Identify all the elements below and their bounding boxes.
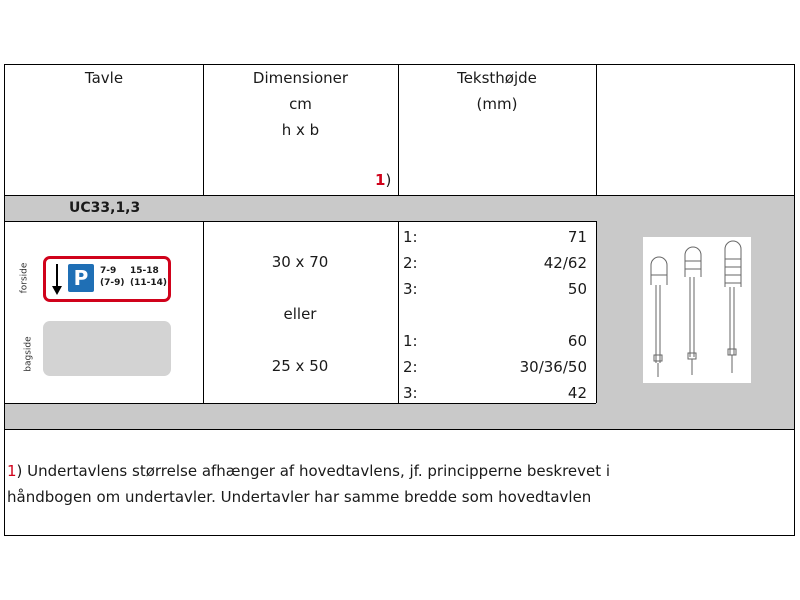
text-height-row xyxy=(400,328,595,354)
col-divider xyxy=(596,65,597,195)
row-value: 60 xyxy=(567,332,587,350)
footnote-ref-number: 1 xyxy=(375,171,386,189)
row-value: 42 xyxy=(567,384,587,402)
row-number: 2: xyxy=(403,358,418,376)
text-height-row xyxy=(400,276,595,302)
back-side-label: bagside xyxy=(23,336,34,372)
header-teksthojde xyxy=(398,65,596,117)
header-dimensioner xyxy=(203,65,398,143)
dimension-second: 25 x 50 xyxy=(271,357,329,375)
header-footnote-marker xyxy=(375,171,391,189)
mounting-sketch xyxy=(643,237,751,383)
row-number: 2: xyxy=(403,254,418,272)
time-saturday-2: (11-14) xyxy=(130,278,168,288)
section-label: UC33,1,3 xyxy=(69,200,141,216)
footnote-line2: håndbogen om undertavler. Undertavler har samme bredde som hovedtavlen xyxy=(7,488,592,506)
text-height-row xyxy=(400,224,595,250)
time-saturday: (7-9) xyxy=(100,278,125,288)
times-block xyxy=(100,265,167,289)
dimension-or: eller xyxy=(283,305,317,323)
header-tavle: Tavle xyxy=(84,69,124,87)
col-divider xyxy=(596,221,597,403)
lower-band xyxy=(5,403,794,429)
col-divider xyxy=(398,221,399,403)
row-value: 50 xyxy=(567,280,587,298)
time-weekday-2: 15-18 xyxy=(130,266,159,276)
row-number: 1: xyxy=(403,332,418,350)
subsign-back xyxy=(43,321,171,376)
subsign-front xyxy=(43,256,171,302)
text-height-row xyxy=(400,354,595,380)
row-number: 3: xyxy=(403,280,418,298)
text-height-row xyxy=(400,250,595,276)
header-dim-line: Dimensioner xyxy=(252,69,349,87)
text-height-row xyxy=(400,380,595,406)
mounting-posts-icon xyxy=(643,237,751,383)
arrow-down-icon xyxy=(51,264,63,296)
time-weekday: 7-9 xyxy=(100,266,117,276)
row-value: 42/62 xyxy=(543,254,587,272)
footnote-number: 1 xyxy=(7,462,17,480)
spec-table xyxy=(4,64,795,536)
row-number: 1: xyxy=(403,228,418,246)
row-divider xyxy=(5,221,596,222)
dimension-first: 30 x 70 xyxy=(271,253,329,271)
row-divider xyxy=(5,195,794,196)
header-tekst-line: Teksthøjde xyxy=(457,69,537,87)
footnote xyxy=(7,458,787,510)
front-side-label: forside xyxy=(19,262,30,294)
parking-icon: P xyxy=(68,264,94,292)
row-number: 3: xyxy=(403,384,418,402)
header-dim-line: h x b xyxy=(281,121,320,139)
header-tekst-line: (mm) xyxy=(476,95,518,113)
row-value: 30/36/50 xyxy=(519,358,587,376)
header-dim-line: cm xyxy=(289,95,312,113)
footnote-line1: ) Undertavlens størrelse afhænger af hovedtavlens, jf. principperne beskrevet i xyxy=(16,462,611,480)
footnote-ref-paren: ) xyxy=(385,171,392,189)
row-value: 71 xyxy=(567,228,587,246)
row-divider xyxy=(5,429,794,430)
